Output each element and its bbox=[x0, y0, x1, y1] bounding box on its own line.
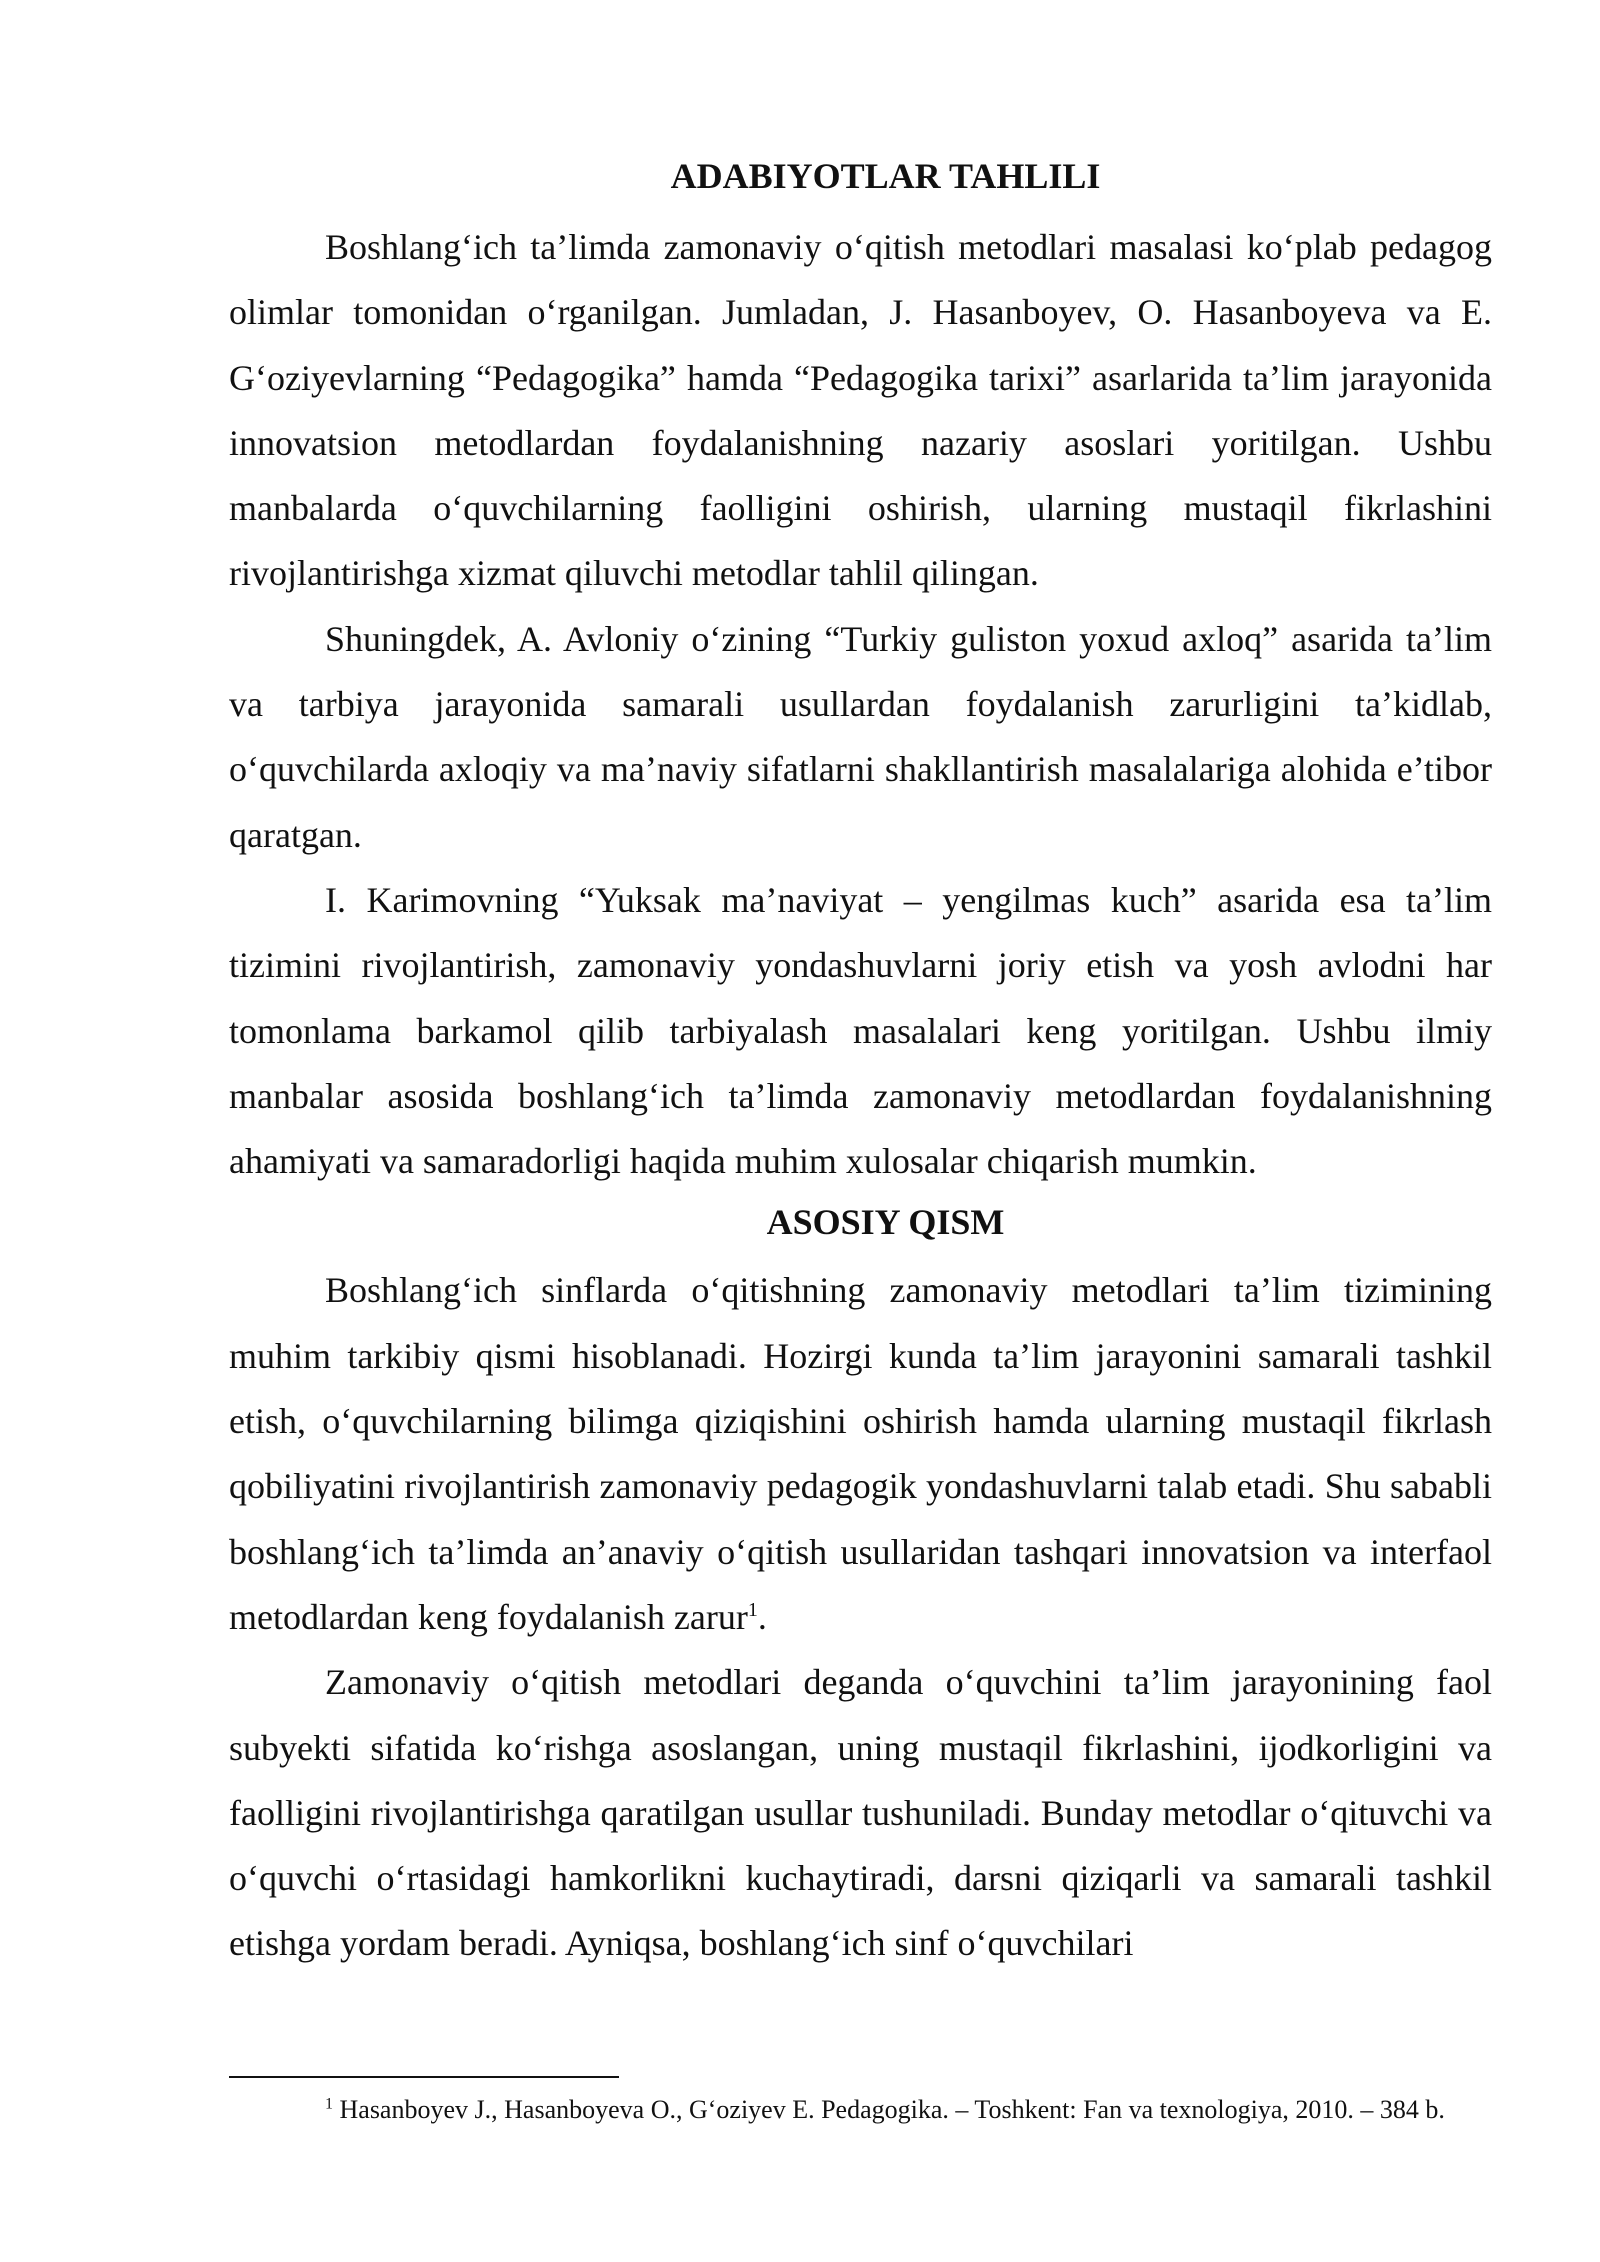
footnote-number: 1 bbox=[325, 2095, 333, 2113]
paragraph-literature-2: Shuningdek, A. Avloniy o‘zining “Turkiy guliston yoxud axloq” asarida ta’lim va tarbiya jarayonida samarali usullardan foydalanish zarurligini ta’kidlab, o‘quvchilarda axloqiy va ma’naviy sifatlarni shakllantirish masalalariga alohida e’tibor qaratgan. bbox=[229, 618, 1492, 855]
paragraph-main-1-end: . bbox=[757, 1596, 767, 1637]
paragraph-main-1 bbox=[229, 1258, 1492, 1650]
paragraph-main-1-text: Boshlang‘ich sinflarda o‘qitishning zamonaviy metodlari ta’lim tizimining muhim tarkibiy qismi hisoblanadi. Hozirgi kunda ta’lim jarayonini samarali tashkil etish, o‘quvchilarning bilimga qiziqishini oshirish hamda ularning mustaqil fikrlash qobiliyatini rivojlantirish zamonaviy pedagogik yondashuvlarni talab etadi. Shu sababli boshlang‘ich ta’limda an’anaviy o‘qitish usullaridan tashqari innovatsion va interfaol metodlardan keng foydalanish zarur bbox=[229, 1270, 1492, 1637]
paragraph-main-2: Zamonaviy o‘qitish metodlari deganda o‘quvchini ta’lim jarayonining faol subyekti sifatida ko‘rishga asoslangan, uning mustaqil fikrlashini, ijodkorligini va faolligini rivojlantirishga qaratilgan usullar tushuniladi. Bunday metodlar o‘qituvchi va o‘quvchi o‘rtasidagi hamkorlikni kuchaytiradi, darsni qiziqarli va samarali tashkil etishga yordam beradi. Ayniqsa, boshlang‘ich sinf o‘quvchilari bbox=[229, 1662, 1492, 1964]
section-heading-main-part: ASOSIY QISM bbox=[766, 1202, 1005, 1243]
section-heading-literature-review: ADABIYOTLAR TAHLILI bbox=[670, 156, 1101, 196]
footnote-text: Hasanboyev J., Hasanboyeva O., G‘oziyev E. Pedagogika. – Toshkent: Fan va texnologiya, 2010. – 384 b. bbox=[333, 2095, 1445, 2124]
footnote bbox=[229, 2092, 1492, 2128]
paragraph-literature-3: I. Karimovning “Yuksak ma’naviyat – yengilmas kuch” asarida esa ta’lim tizimini rivojlantirish, zamonaviy yondashuvlarni joriy etish va yosh avlodni har tomonlama barkamol qilib tarbiyalash masalalari keng yoritilgan. Ushbu ilmiy manbalar asosida boshlang‘ich ta’limda zamonaviy metodlardan foydalanishning ahamiyati va samaradorligi haqida muhim xulosalar chiqarish mumkin. bbox=[229, 879, 1492, 1182]
document-page bbox=[229, 150, 1492, 1977]
footnote-reference[interactable]: 1 bbox=[747, 1598, 758, 1621]
paragraph-literature-1: Boshlang‘ich ta’limda zamonaviy o‘qitish metodlari masalasi ko‘plab pedagog olimlar tomonidan o‘rganilgan. Jumladan, J. Hasanboyev, O. Hasanboyeva va E. G‘oziyevlarning “Pedagogika” hamda “Pedagogika tarixi” asarlarida ta’lim jarayonida innovatsion metodlardan foydalanishning nazariy asoslari yoritilgan. Ushbu manbalarda o‘quvchilarning faolligini oshirish, ularning mustaqil fikrlashini rivojlantirishga xizmat qiluvchi metodlar tahlil qilingan. bbox=[229, 227, 1492, 594]
footnote-separator bbox=[229, 2076, 619, 2078]
